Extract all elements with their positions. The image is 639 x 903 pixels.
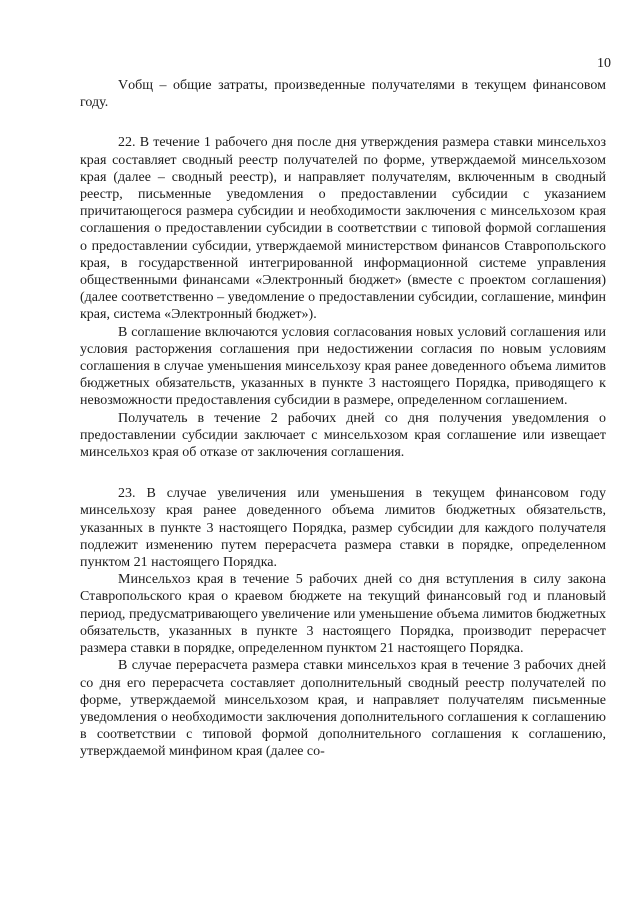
paragraph-vobsh-definition: Vобщ – общие затраты, произведенные получателями в текущем финансовом году. [80, 78, 606, 111]
paragraph-recalculation: Минсельхоз края в течение 5 рабочих дней со дня вступления в силу закона Ставропольского края о краевом бюджете на текущий финансовый год и плановый период, предусматривающего увеличение или уменьшение объема лимитов бюджетных обязательств, указанных в пункте 3 настоящего Порядка, производит перерасчет размера ставки в порядке, определенном пунктом 21 настоящего Порядка. [80, 572, 606, 657]
page-number: 10 [597, 56, 611, 71]
paragraph-agreement-conditions: В соглашение включаются условия согласования новых условий соглашения или условия расторжения соглашения при недостижении согласия по новым условиям соглашения в случае уменьшения минсельхозу края ранее доведенного объема лимитов бюджетных обязательств, указанных в пункте 3 настоящего Порядка, приводящего к невозможности предоставления субсидии в размере, определенном соглашением. [80, 324, 606, 409]
paragraph-section-23: 23. В случае увеличения или уменьшения в текущем финансовом году минсельхозу края ранее доведенного объема лимитов бюджетных обязательств, указанных в пункте 3 настоящего Порядка, размер субсидии для каждого получателя подлежит изменению путем перерасчета размера ставки в порядке, определенном пунктом 21 настоящего Порядка. [80, 486, 606, 571]
paragraph-recipient-agreement: Получатель в течение 2 рабочих дней со дня получения уведомления о предоставлении субсидии заключает с минсельхозом края соглашение или извещает минсельхоз края об отказе от заключения соглашения. [80, 410, 606, 461]
paragraph-additional-registry: В случае перерасчета размера ставки минсельхоз края в течение 3 рабочих дней со дня его перерасчета составляет дополнительный сводный реестр получателей по форме, утверждаемой минсельхозом края, и направляет получателям письменные уведомления о необходимости заключения дополнительного соглашения к соглашению в соответствии с типовой формой дополнительного соглашения к соглашению, утверждаемой минфином края (далее со- [80, 658, 606, 760]
paragraph-section-22: 22. В течение 1 рабочего дня после дня утверждения размера ставки минсельхоз края составляет сводный реестр получателей по форме, утверждаемой минсельхозом края (далее – сводный реестр), и направляет получателям, включенным в сводный реестр, письменные уведомления о предоставлении субсидии с указанием причитающегося размера субсидии и необходимости заключения с минсельхозом края соглашения о предоставлении субсидии в соответствии с типовой формой соглашения о предоставлении субсидии, утверждаемой министерством финансов Ставропольского края, в государственной интегрированной информационной системе управления общественными финансами «Электронный бюджет» (вместе с проектом соглашения) (далее соответственно – уведомление о предоставлении субсидии, соглашение, минфин края, система «Электронный бюджет»). [80, 135, 606, 323]
document-body [80, 77, 606, 761]
